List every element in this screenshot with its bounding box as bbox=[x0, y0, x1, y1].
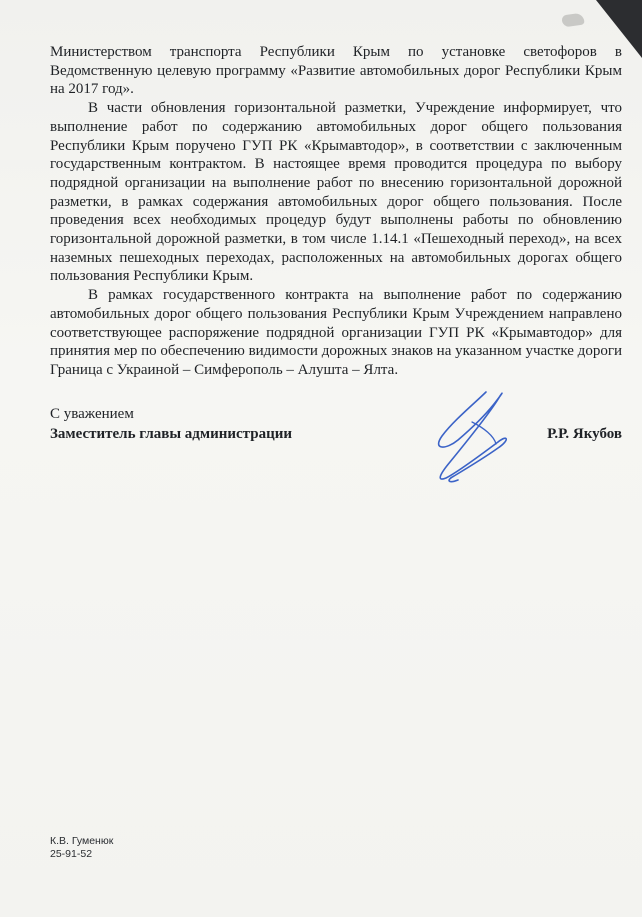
salutation: С уважением bbox=[50, 406, 134, 422]
letter-body bbox=[50, 43, 622, 380]
executor-name: К.В. Гуменюк bbox=[50, 835, 114, 847]
paragraph-3: В рамках государственного контракта на выполнение работ по содержанию автомобильных дорог общего пользования Республики Крым Учреждением направлено соответствующее распоряжение подрядной организации ГУП РК «Крымавтодор» для принятия мер по обеспечению видимости дорожных знаков на указанном участке дороги Граница с Украиной – Симферополь – Алушта – Ялта. bbox=[50, 287, 622, 378]
signatory-position: Заместитель главы администрации bbox=[50, 426, 293, 442]
closing-block bbox=[50, 404, 622, 444]
signatory-name: Р.Р. Якубов bbox=[547, 426, 622, 442]
executor-phone: 25-91-52 bbox=[50, 848, 93, 860]
executor-footer bbox=[50, 835, 113, 861]
paragraph-2: В части обновления горизонтальной разметки, Учреждение информирует, что выполнение работ по содержанию автомобильных дорог общего пользования Республики Крым поручено ГУП РК «Крымавтодор», в соответствии с заключенным государственным контрактом. В настоящее время проводится процедура по выбору подрядной организации на выполнение работ по внесению горизонтальной дорожной разметки, в рамках содержания автомобильных дорог общего пользования. После проведения всех необходимых процедур будут выполнены работы по обновлению горизонтальной дорожной разметки, в том числе 1.14.1 «Пешеходный переход», на всех наземных пешеходных переходах, расположенных на автомобильных дорогах общего пользования Республики Крым. bbox=[50, 100, 622, 285]
paragraph-1: Министерством транспорта Республики Крым по установке светофоров в Ведомственную целевую программу «Развитие автомобильных дорог Республики Крым на 2017 год». bbox=[50, 44, 622, 98]
paper-blemish bbox=[561, 13, 584, 28]
signatory-row bbox=[50, 424, 622, 444]
